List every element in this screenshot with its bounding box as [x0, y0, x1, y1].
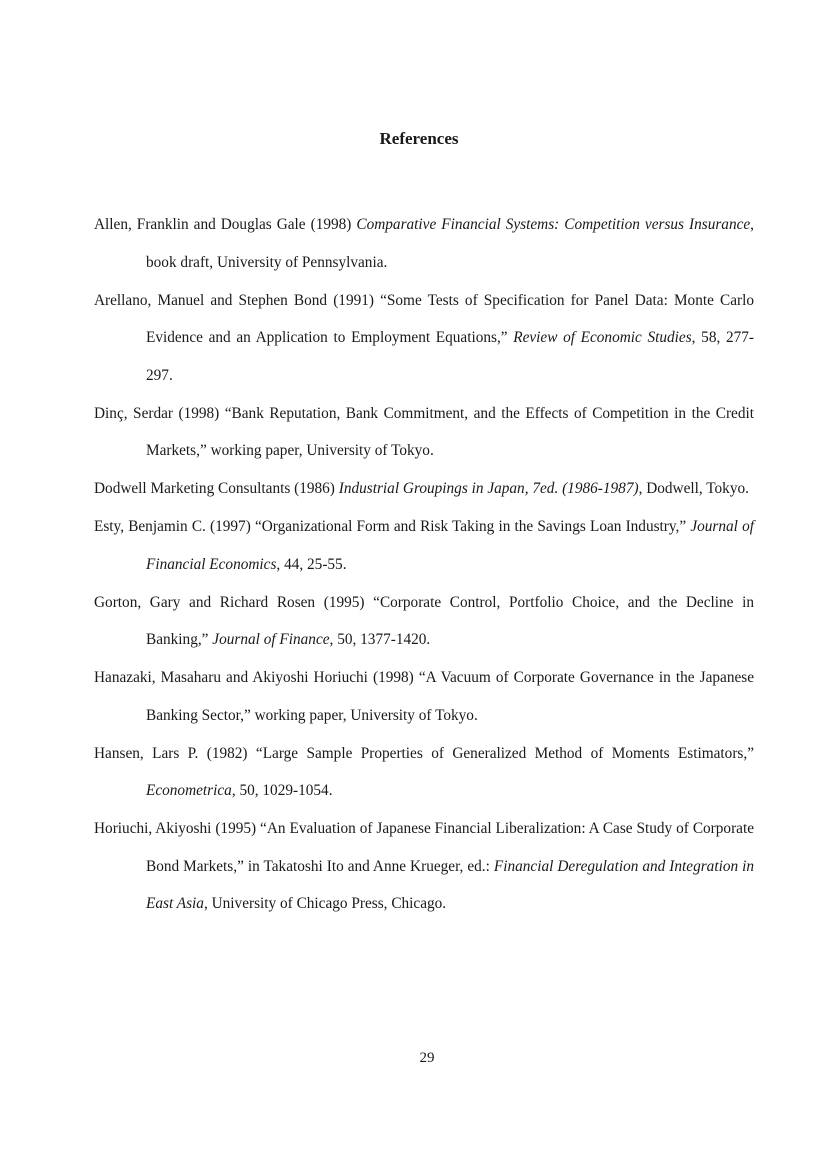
reference-text: Esty, Benjamin C. (1997) “Organizational Form and Risk Taking in the Savings Loan Industry,” [94, 518, 691, 535]
reference-text-tail: , book draft, University of Pennsylvania. [146, 216, 754, 271]
reference-text: Hansen, Lars P. (1982) “Large Sample Properties of Generalized Method of Moments Estimators,” [94, 744, 754, 762]
reference-text-tail: , 58, 277-297. [146, 329, 755, 384]
reference-source-title: Industrial Groupings in Japan, 7ed. (1986-1987) [338, 480, 639, 497]
reference-entry [94, 659, 754, 734]
reference-text-tail: , 50, 1377-1420. [329, 631, 431, 648]
page-number: 29 [419, 1050, 435, 1066]
reference-text: Dinç, Serdar (1998) “Bank Reputation, Bank Commitment, and the Effects of Competition in the Credit Markets,” working paper, University of Tokyo. [94, 404, 754, 459]
reference-entry [94, 735, 754, 810]
reference-text: Dodwell Marketing Consultants (1986) [94, 480, 339, 497]
reference-entry [94, 584, 754, 659]
reference-text-tail: , University of Chicago Press, Chicago. [203, 895, 447, 912]
reference-text-tail: , 44, 25-55. [276, 555, 347, 573]
reference-text-tail: , 50, 1029-1054. [231, 782, 333, 799]
reference-source-title: Comparative Financial Systems: Competition versus Insurance [356, 216, 751, 233]
reference-text: Arellano, Manuel and Stephen Bond (1991) “Some Tests of Specification for Panel Data: Monte Carlo Evidence and an Application to Employment Equations,” [94, 291, 754, 346]
reference-source-title: Financial Deregulation and Integration in East Asia [146, 857, 755, 912]
reference-source-title: Review of Economic Studies [513, 329, 692, 346]
reference-list [94, 206, 754, 923]
reference-entry [94, 470, 754, 508]
reference-text: Hanazaki, Masaharu and Akiyoshi Horiuchi (1998) “A Vacuum of Corporate Governance in the Japanese Banking Sector,” working paper, University of Tokyo. [94, 669, 754, 724]
reference-entry [94, 282, 754, 395]
reference-text: Gorton, Gary and Richard Rosen (1995) “Corporate Control, Portfolio Choice, and the Decline in Banking,” [94, 593, 754, 648]
reference-text: Allen, Franklin and Douglas Gale (1998) [94, 216, 357, 233]
reference-source-title: Journal of Financial Economics [146, 518, 754, 573]
page-title: References [379, 129, 459, 148]
reference-entry [94, 508, 754, 583]
reference-entry [94, 810, 754, 923]
reference-entry [94, 206, 754, 281]
reference-text: Horiuchi, Akiyoshi (1995) “An Evaluation of Japanese Financial Liberalization: A Case Study of Corporate Bond Markets,” in Takatoshi Ito and Anne Krueger, ed.: [94, 820, 754, 875]
reference-source-title: Journal of Finance [212, 631, 330, 648]
reference-entry [94, 395, 754, 470]
reference-text-tail: , Dodwell, Tokyo. [638, 480, 749, 497]
reference-source-title: Econometrica [146, 782, 232, 799]
